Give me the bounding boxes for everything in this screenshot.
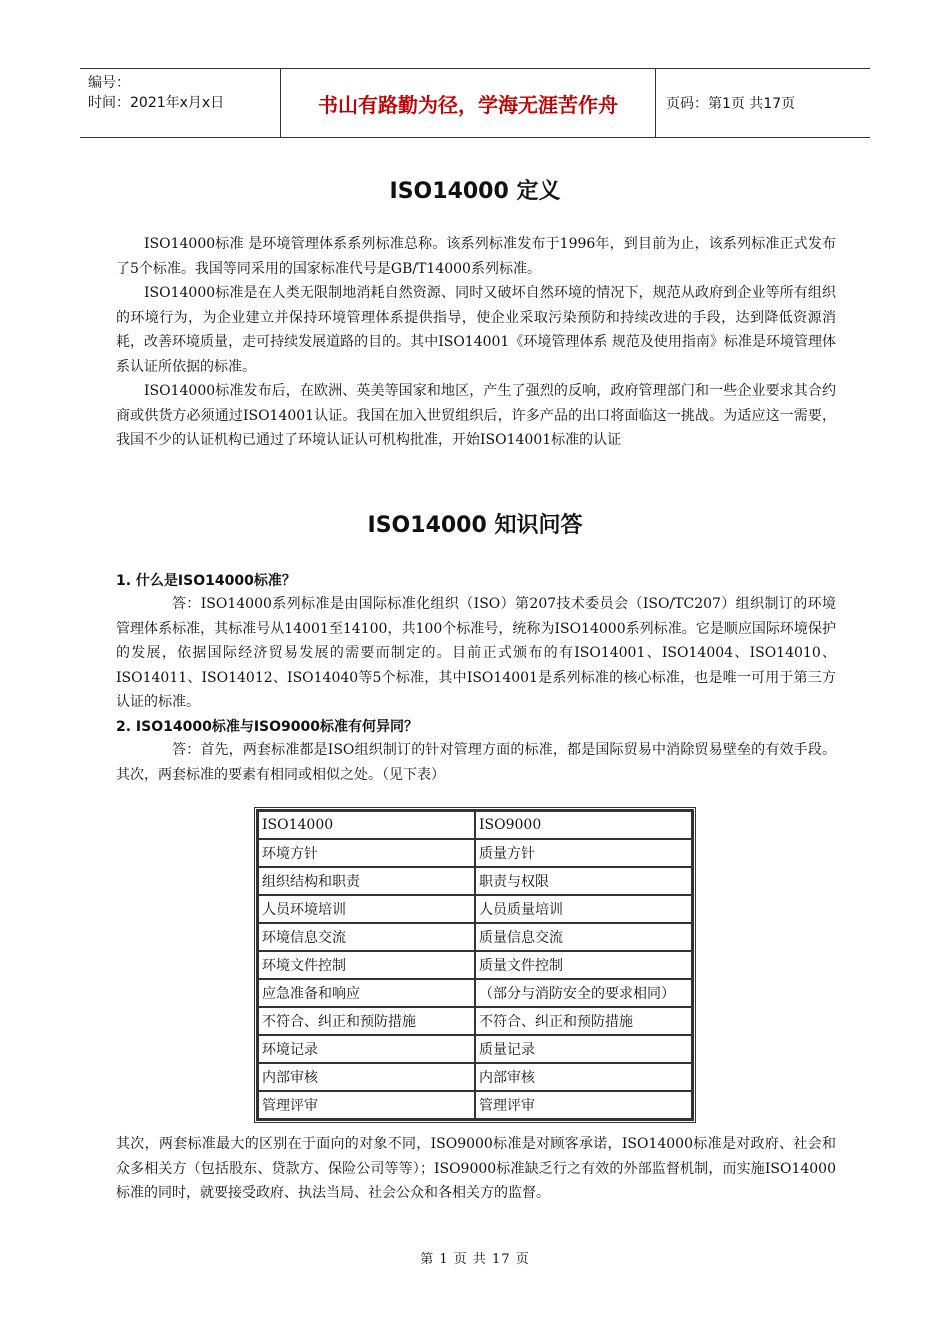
table-row <box>258 923 692 951</box>
table-cell-iso9000: 质量文件控制 <box>475 951 692 979</box>
table-cell-iso14000: 环境方针 <box>258 839 475 867</box>
title-definition: ISO14000 定义 <box>389 179 561 204</box>
intro-paragraph-1: ISO14000标准 是环境管理体系系列标准总称。该系列标准发布于1996年，到目前为止，该系列标准正式发布了5个标准。我国等同采用的国家标准代号是GB/T14000系列标准。 <box>116 236 836 277</box>
header-meta <box>80 69 280 137</box>
closing-paragraph: 其次，两套标准最大的区别在于面向的对象不同，ISO9000标准是对顾客承诺，ISO14000标准是对政府、社会和众多相关方（包括股东、贷款方、保险公司等等）；ISO9000标准缺乏行之有效的外部监督机制，而实施ISO14000标准的同时，就要接受政府、执法当局、社会公众和各相关方的监督。 <box>116 1136 836 1201</box>
table-cell-iso14000: 环境文件控制 <box>258 951 475 979</box>
header-motto: 书山有路勤为径，学海无涯苦作舟 <box>280 69 656 137</box>
table-row <box>258 1063 692 1091</box>
table-row <box>258 1035 692 1063</box>
table-cell-iso9000: 质量方针 <box>475 839 692 867</box>
table-cell-iso9000: 不符合、纠正和预防措施 <box>475 1007 692 1035</box>
table-row <box>258 979 692 1007</box>
answer-1: 答：ISO14000系列标准是由国际标准化组织（ISO）第207技术委员会（ISO/TC207）组织制订的环境管理体系标准，其标准号从14001至14100，共100个标准号，统称为ISO14000系列标准。它是顺应国际环境保护的发展，依据国际经济贸易发展的需要而制定的。目前正式颁布的有ISO14001、ISO14004、ISO14010、ISO14011、ISO14012、ISO14040等5个标准，其中ISO14001是系列标准的核心标准，也是唯一可用于第三方认证的标准。 <box>116 596 836 710</box>
table-cell-iso9000: 人员质量培训 <box>475 895 692 923</box>
question-2: 2. ISO14000标准与ISO9000标准有何异同？ <box>116 719 418 735</box>
answer-2: 答：首先，两套标准都是ISO组织制订的针对管理方面的标准，都是国际贸易中消除贸易壁垒的有效手段。 其次，两套标准的要素有相同或相似之处。（见下表） <box>116 742 836 783</box>
table-cell-iso14000: 组织结构和职责 <box>258 867 475 895</box>
table-cell-iso9000: 质量信息交流 <box>475 923 692 951</box>
comparison-table <box>256 809 694 1121</box>
table-cell-iso9000: 质量记录 <box>475 1035 692 1063</box>
table-row <box>258 839 692 867</box>
table-cell-iso9000: ISO9000 <box>475 811 692 839</box>
table-cell-iso9000: 内部审核 <box>475 1063 692 1091</box>
intro-paragraph-3: ISO14000标准发布后，在欧洲、英美等国家和地区，产生了强烈的反响，政府管理部门和一些企业要求其合约商或供货方必须通过ISO14001认证。我国在加入世贸组织后，许多产品的出口将面临这一挑战。为适应这一需要，我国不少的认证机构已通过了环境认证认可机构批准，开始ISO14001标准的认证 <box>116 383 836 448</box>
table-row <box>258 951 692 979</box>
table-row <box>258 1007 692 1035</box>
table-cell-iso14000: ISO14000 <box>258 811 475 839</box>
intro-paragraph-2: ISO14000标准是在人类无限制地消耗自然资源、同时又破坏自然环境的情况下，规范从政府到企业等所有组织的环境行为，为企业建立并保持环境管理体系提供指导，使企业采取污染预防和持续改进的手段，达到降低资源消耗，改善环境质量，走可持续发展道路的目的。其中ISO14001《环境管理体系 规范及使用指南》标准是环境管理体系认证所依据的标准。 <box>116 285 836 375</box>
table-row <box>258 811 692 839</box>
header-page-info: 页码：第1页 共17页 <box>666 96 796 112</box>
table-cell-iso14000: 人员环境培训 <box>258 895 475 923</box>
question-1: 1. 什么是ISO14000标准？ <box>116 573 296 589</box>
table-cell-iso14000: 管理评审 <box>258 1091 475 1119</box>
document-number-label: 编号： <box>88 75 130 91</box>
table-row <box>258 1091 692 1119</box>
table-cell-iso14000: 应急准备和响应 <box>258 979 475 1007</box>
table-cell-iso14000: 环境信息交流 <box>258 923 475 951</box>
document-time-label: 时间：2021年x月x日 <box>88 95 225 111</box>
table-cell-iso14000: 环境记录 <box>258 1035 475 1063</box>
page-footer: 第 1 页 共 17 页 <box>420 1252 530 1267</box>
table-cell-iso9000: 职责与权限 <box>475 867 692 895</box>
table-cell-iso9000: 管理评审 <box>475 1091 692 1119</box>
table-cell-iso14000: 不符合、纠正和预防措施 <box>258 1007 475 1035</box>
table-row <box>258 895 692 923</box>
table-row <box>258 867 692 895</box>
page-header <box>80 68 870 138</box>
title-qa: ISO14000 知识问答 <box>367 513 583 538</box>
table-cell-iso9000: （部分与消防安全的要求相同） <box>475 979 692 1007</box>
table-cell-iso14000: 内部审核 <box>258 1063 475 1091</box>
